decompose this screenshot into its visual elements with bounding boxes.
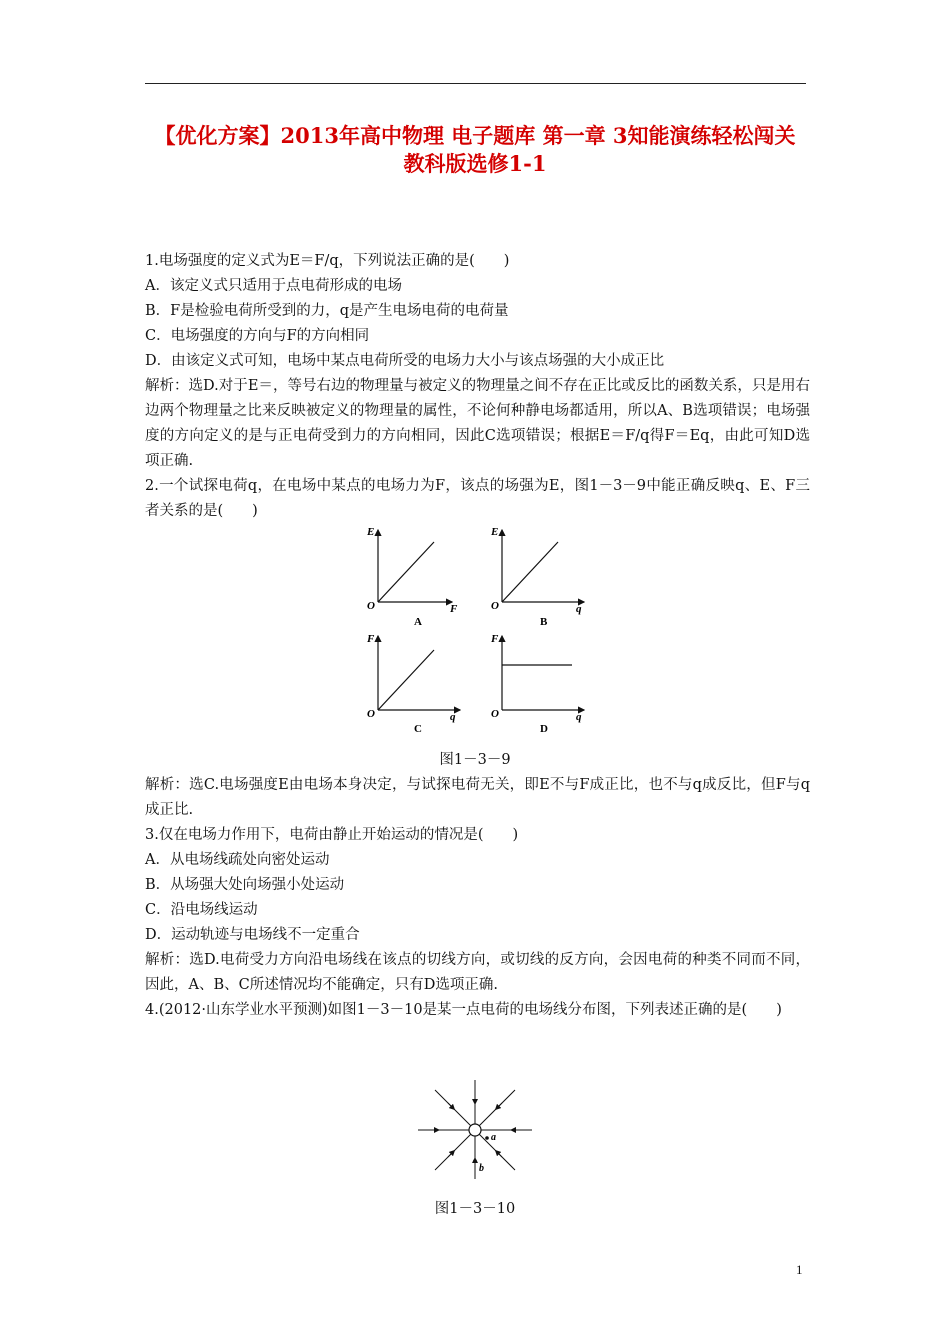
question-2-stem: 2.一个试探电荷q，在电场中某点的电场力为F，该点的场强为E，图1－3－9中能正确反映q、E、F三者关系的是( ) bbox=[145, 478, 810, 519]
question-1-option-a: A．该定义式只适用于点电荷形成的电场 bbox=[145, 278, 402, 294]
question-3-option-b: B．从场强大处向场强小处运动 bbox=[145, 877, 345, 893]
graph-a-label: A bbox=[414, 616, 422, 628]
question-2-analysis: 解析：选C.电场强度E由电场本身决定，与试探电荷无关，即E不与F成正比，也不与q成反比，但F与q成正比. bbox=[145, 777, 810, 818]
figure-1-3-10 bbox=[410, 1075, 540, 1185]
figure-1-3-9 bbox=[350, 522, 600, 740]
graph-b-origin: O bbox=[491, 600, 499, 612]
question-4 bbox=[145, 998, 810, 1023]
graph-d-origin: O bbox=[491, 708, 499, 720]
graph-b-label: B bbox=[540, 616, 548, 628]
question-1 bbox=[145, 249, 810, 474]
point-b-label: b bbox=[479, 1163, 484, 1174]
graph-b-x-label: q bbox=[576, 603, 582, 615]
question-4-stem: 4.(2012·山东学业水平预测)如图1－3－10是某一点电荷的电场线分布图，下列表述正确的是( ) bbox=[145, 1002, 782, 1018]
question-1-stem: 1.电场强度的定义式为E＝F/q，下列说法正确的是( ) bbox=[145, 253, 510, 269]
question-1-option-c: C．电场强度的方向与F的方向相同 bbox=[145, 328, 370, 344]
title-line-1: 【优化方案】2013年高中物理 电子题库 第一章 3知能演练轻松闯关 bbox=[154, 123, 796, 148]
title-line-2: 教科版选修1-1 bbox=[403, 151, 547, 176]
point-charge bbox=[469, 1124, 481, 1136]
question-3-stem: 3.仅在电场力作用下，电荷由静止开始运动的情况是( ) bbox=[145, 827, 519, 843]
question-1-option-b: B．F是检验电荷所受到的力，q是产生电场电荷的电荷量 bbox=[145, 303, 509, 319]
graph-a-y-label: E bbox=[367, 526, 375, 538]
question-1-analysis: 解析：选D.对于E＝，等号右边的物理量与被定义的物理量之间不存在正比或反比的函数关系，只是用右边两个物理量之比来反映被定义的物理量的属性，不论何种静电场都适用，所以A、B选项错误；电场强度的方向定义的是与正电荷受到力的方向相同，因此C选项错误；根据E＝F/q得F＝Eq，由此可知D选项正确. bbox=[145, 378, 810, 469]
question-3-option-a: A．从电场线疏处向密处运动 bbox=[145, 852, 330, 868]
graph-c-label: C bbox=[414, 723, 422, 735]
question-1-option-d: D．由该定义式可知，电场中某点电荷所受的电场力大小与该点场强的大小成正比 bbox=[145, 353, 665, 369]
document-title bbox=[120, 122, 830, 178]
graph-d-y-label: F bbox=[491, 633, 499, 645]
header-rule bbox=[145, 83, 806, 84]
graph-d bbox=[490, 633, 584, 735]
question-2 bbox=[145, 474, 810, 524]
graph-b-y-label: E bbox=[491, 526, 499, 538]
point-b-dot bbox=[473, 1159, 477, 1163]
graph-b bbox=[490, 526, 584, 628]
graph-d-label: D bbox=[540, 723, 548, 735]
question-3-analysis: 解析：选D.电荷受力方向沿电场线在该点的切线方向，或切线的反方向，会因电荷的种类不同而不同，因此，A、B、C所述情况均不能确定，只有D选项正确. bbox=[145, 952, 810, 993]
graph-c-x-label: q bbox=[450, 711, 456, 723]
question-2-analysis-block bbox=[145, 773, 810, 823]
graph-a-origin: O bbox=[367, 600, 375, 612]
point-a-label: a bbox=[491, 1132, 496, 1143]
question-3 bbox=[145, 823, 810, 998]
figure-1-3-10-caption: 图1－3－10 bbox=[434, 1201, 516, 1217]
figure-1-3-9-caption: 图1－3－9 bbox=[439, 752, 511, 768]
graph-c-y-label: F bbox=[367, 633, 375, 645]
question-3-option-d: D．运动轨迹与电场线不一定重合 bbox=[145, 927, 360, 943]
graph-d-x-label: q bbox=[576, 711, 582, 723]
graph-a bbox=[366, 526, 458, 628]
graph-c bbox=[366, 633, 460, 735]
question-3-option-c: C．沿电场线运动 bbox=[145, 902, 258, 918]
graph-a-x-label: F bbox=[450, 603, 458, 615]
graph-c-origin: O bbox=[367, 708, 375, 720]
page-number: 1 bbox=[796, 1262, 803, 1277]
point-a-dot bbox=[485, 1136, 489, 1140]
